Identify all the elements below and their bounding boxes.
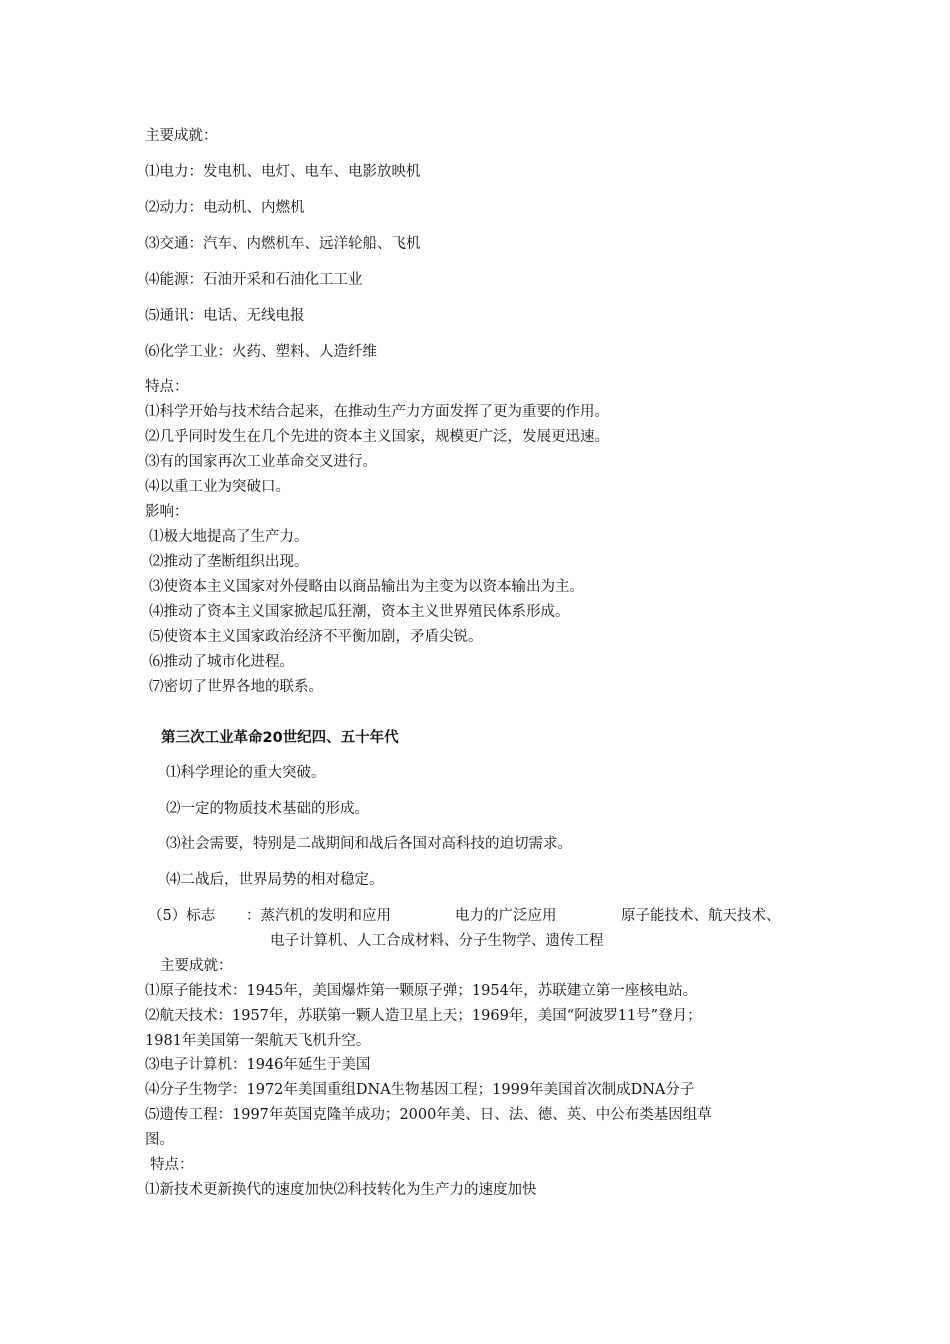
features-title: 特点： <box>145 379 189 395</box>
feature-item: ⑴科学开始与技术结合起来，在推动生产力方面发挥了更为重要的作用。 <box>145 404 609 420</box>
symbol-item: 电力的广泛应用 <box>455 908 557 924</box>
achievements-title: 主要成就： <box>145 128 218 144</box>
feature-item: ⑷以重工业为突破口。 <box>145 479 290 495</box>
impact-item: ⑸使资本主义国家政治经济不平衡加剧，矛盾尖锐。 <box>149 629 483 645</box>
features-title: 特点： <box>150 1157 194 1173</box>
symbol-item: 原子能技术、航天技术、 <box>621 908 781 924</box>
impact-item: ⑹推动了城市化进程。 <box>149 654 294 670</box>
achievement-item: 1981年美国第一架航天飞机升空。 <box>145 1033 371 1049</box>
achievement-item: ⑵动力：电动机、内燃机 <box>145 200 305 216</box>
achievement-item: ⑹化学工业：火药、塑料、人造纤维 <box>145 344 377 360</box>
symbol-item: 电子计算机、人工合成材料、分子生物学、遗传工程 <box>270 933 604 949</box>
condition-item: ⑷二战后，世界局势的相对稳定。 <box>166 872 384 888</box>
achievement-item: ⑵航天技术：1957年，苏联第一颗人造卫星上天；1969年，美国“阿波罗11号”登月； <box>145 1008 702 1024</box>
feature-item: ⑴新技术更新换代的速度加快⑵科技转化为生产力的速度加快 <box>145 1182 537 1198</box>
achievement-item: ⑶交通：汽车、内燃机车、远洋轮船、飞机 <box>145 236 421 252</box>
symbol-item: ：蒸汽机的发明和应用 <box>246 908 391 924</box>
impact-item: ⑺密切了世界各地的联系。 <box>149 679 323 695</box>
impact-item: ⑶使资本主义国家对外侵略由以商品输出为主变为以资本输出为主。 <box>149 579 584 595</box>
condition-item: ⑶社会需要，特别是二战期间和战后各国对高科技的迫切需求。 <box>166 836 572 852</box>
achievement-item: ⑷分子生物学：1972年美国重组DNA生物基因工程；1999年美国首次制成DNA分子 <box>145 1082 695 1098</box>
achievement-item: ⑴电力：发电机、电灯、电车、电影放映机 <box>145 164 421 180</box>
achievement-item: ⑸通讯：电话、无线电报 <box>145 308 305 324</box>
achievement-item: 图。 <box>145 1132 174 1148</box>
feature-item: ⑶有的国家再次工业革命交叉进行。 <box>145 454 377 470</box>
section-heading: 第三次工业革命20世纪四、五十年代 <box>161 730 399 746</box>
achievement-item: ⑴原子能技术：1945年，美国爆炸第一颗原子弹；1954年，苏联建立第一座核电站。 <box>145 983 698 999</box>
achievement-item: ⑷能源：石油开采和石油化工工业 <box>145 272 363 288</box>
impact-item: ⑴极大地提高了生产力。 <box>149 529 309 545</box>
condition-item: ⑵一定的物质技术基础的形成。 <box>166 801 369 817</box>
symbol-label: （5）标志 <box>148 908 216 924</box>
achievement-item: ⑶电子计算机：1946年延生于美国 <box>145 1057 371 1073</box>
condition-item: ⑴科学理论的重大突破。 <box>166 765 326 781</box>
achievement-item: ⑸遗传工程：1997年英国克隆羊成功；2000年美、日、法、德、英、中公布类基因组草 <box>145 1107 712 1123</box>
impact-title: 影响： <box>145 504 189 520</box>
achievements-title: 主要成就： <box>160 958 233 974</box>
impact-item: ⑵推动了垄断组织出现。 <box>149 554 309 570</box>
feature-item: ⑵几乎同时发生在几个先进的资本主义国家，规模更广泛，发展更迅速。 <box>145 429 609 445</box>
impact-item: ⑷推动了资本主义国家掀起瓜狂潮，资本主义世界殖民体系形成。 <box>149 604 570 620</box>
